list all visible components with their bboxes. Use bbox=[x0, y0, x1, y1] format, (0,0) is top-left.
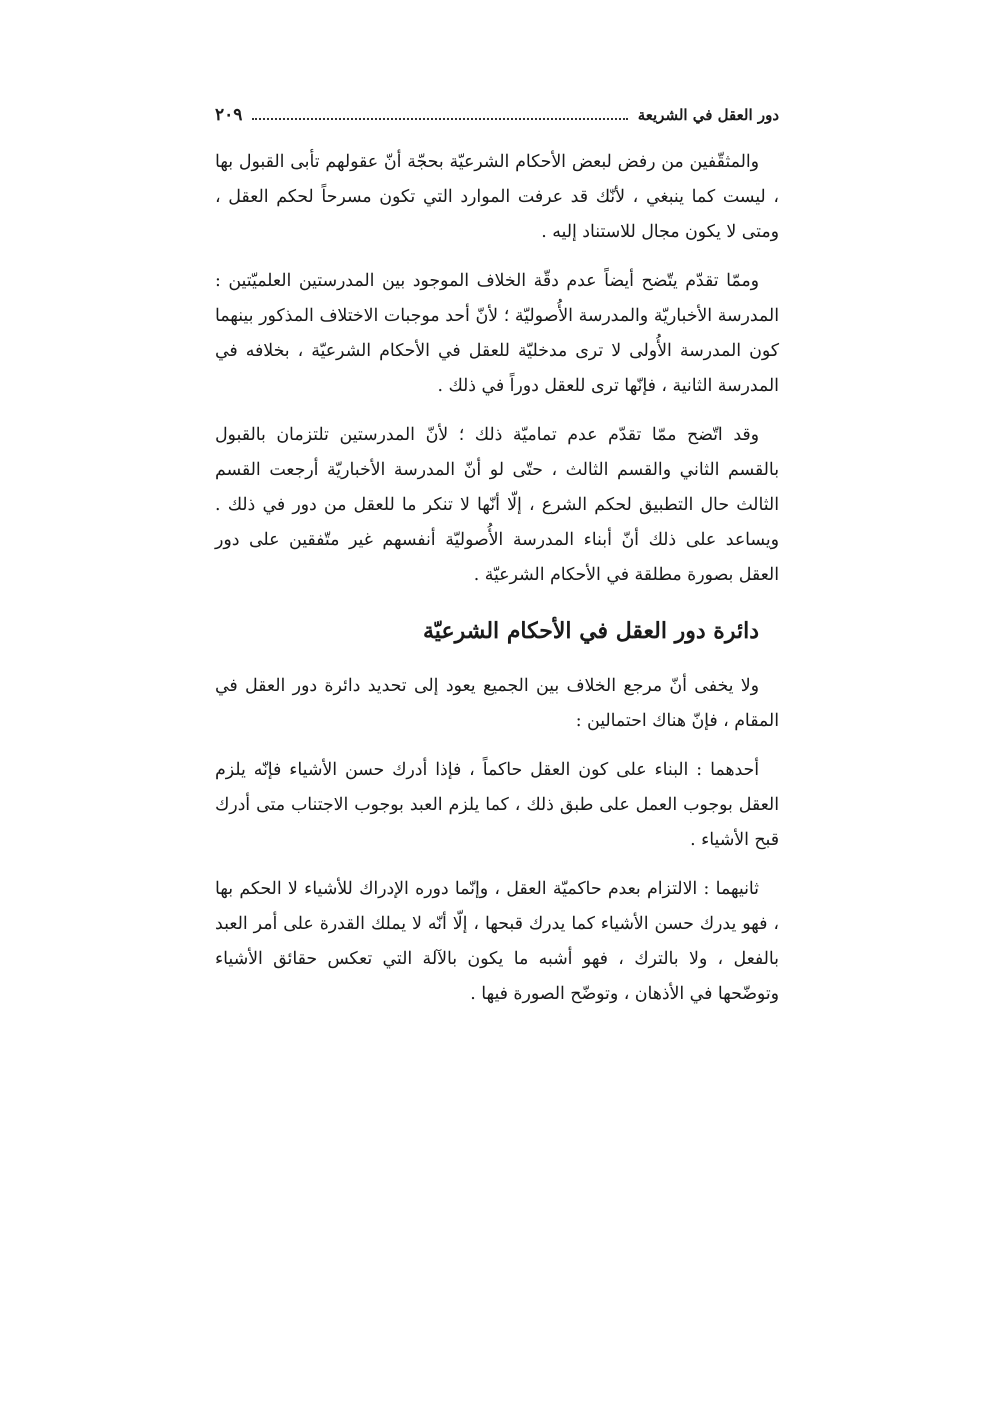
paragraph-5: أحدهما : البناء على كون العقل حاكماً ، فإذا أدرك حسن الأشياء فإنّه يلزم العقل بوجوب العمل على طبق ذلك ، كما يلزم العبد بوجوب الاجتناب متى أدرك قبح الأشياء . bbox=[215, 760, 779, 850]
page-body bbox=[215, 145, 779, 1012]
running-title: دور العقل في الشريعة bbox=[637, 106, 779, 124]
paragraph-1: والمثقّفين من رفض لبعض الأحكام الشرعيّة بحجّة أنّ عقولهم تأبى القبول بها ، ليست كما ينبغي ، لأنّك قد عرفت الموارد التي تكون مسرحاً لحكم العقل ، ومتى لا يكون مجال للاستناد إليه . bbox=[215, 152, 779, 242]
page-number: ٢٠٩ bbox=[215, 105, 243, 125]
paragraph-2: وممّا تقدّم يتّضح أيضاً عدم دقّة الخلاف الموجود بين المدرستين العلميّتين : المدرسة الأخباريّة والمدرسة الأُصوليّة ؛ لأنّ أحد موجبات الاختلاف المذكور بينهما كون المدرسة الأُولى لا ترى مدخليّة للعقل في الأحكام الشرعيّة ، بخلافه في المدرسة الثانية ، فإنّها ترى للعقل دوراً في ذلك . bbox=[215, 271, 779, 396]
section-heading: دائرة دور العقل في الأحكام الشرعيّة bbox=[423, 618, 759, 644]
paragraph-6: ثانيهما : الالتزام بعدم حاكميّة العقل ، وإنّما دوره الإدراك للأشياء لا الحكم بها ، فهو يدرك حسن الأشياء كما يدرك قبحها ، إلّا أنّه لا يملك القدرة على أمر العبد بالفعل ، ولا بالترك ، فهو أشبه ما يكون بالآلة التي تعكس حقائق الأشياء وتوضّحها في الأذهان ، وتوضّح الصورة فيها . bbox=[215, 879, 779, 1004]
leader-dots bbox=[252, 118, 627, 120]
paragraph-4: ولا يخفى أنّ مرجع الخلاف بين الجميع يعود إلى تحديد دائرة دور العقل في المقام ، فإنّ هناك احتمالين : bbox=[215, 676, 779, 731]
book-page bbox=[215, 95, 779, 1026]
running-header bbox=[215, 95, 779, 135]
paragraph-3: وقد اتّضح ممّا تقدّم عدم تماميّة ذلك ؛ لأنّ المدرستين تلتزمان بالقبول بالقسم الثاني والقسم الثالث ، حتّى لو أنّ المدرسة الأخباريّة أرجعت القسم الثالث حال التطبيق لحكم الشرع ، إلّا أنّها لا تنكر ما للعقل من دور في ذلك . ويساعد على ذلك أنّ أبناء المدرسة الأُصوليّة أنفسهم غير متّفقين على دور العقل بصورة مطلقة في الأحكام الشرعيّة . bbox=[215, 425, 779, 585]
